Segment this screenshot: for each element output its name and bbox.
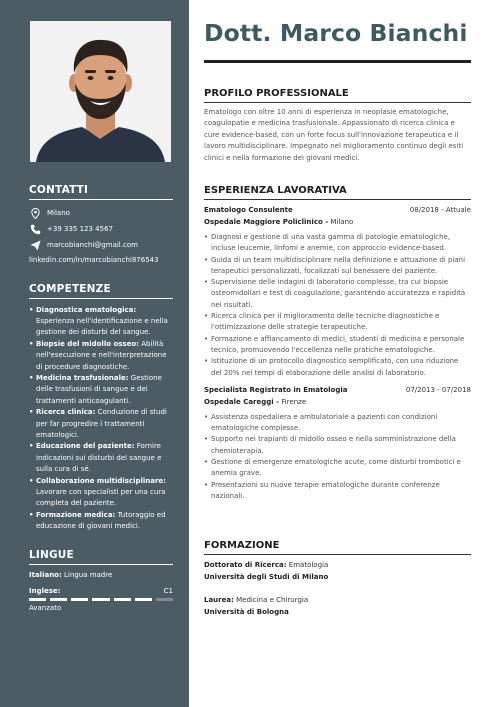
skill-item xyxy=(29,476,173,510)
experience-title: ESPERIENZA LAVORATIVA xyxy=(204,185,471,200)
job-org: Ospedale Careggi - xyxy=(204,397,280,406)
language-other-level: Avanzato xyxy=(29,604,62,612)
contact-city xyxy=(29,205,173,221)
language-level-segment xyxy=(29,598,46,601)
job-bullet: • Assistenza ospedaliera e ambulatoriale a pazienti con condizioni ematologiche complesse. xyxy=(204,412,471,435)
skill-desc: Conduzione di studi per far progredire i trattamenti ematologici. xyxy=(36,408,167,439)
skill-item xyxy=(29,407,173,441)
education-entry xyxy=(204,560,471,583)
language-level-segment xyxy=(71,598,88,601)
job-role: Ematologo Consulente xyxy=(204,206,293,214)
language-level-segment xyxy=(50,598,67,601)
title-divider xyxy=(204,60,471,63)
skill-desc: Lavorare con specialisti per una cura completa del paziente. xyxy=(36,487,166,507)
skill-desc: Esperienza nell'identificazione e nella gestione dei disturbi del sangue. xyxy=(36,317,168,337)
profile-section xyxy=(204,88,471,164)
profile-text: Ematologo con oltre 10 anni di esperienza in neoplasie ematologiche, coagulopatie e medicina trasfusionale. Appassionato di ricerca clinica e cure evidence-based, con un forte focus sull'innovazione terapeutica e il lavoro multidisciplinare. Impegnato nel miglioramento continuo degli esiti clinici e nella formazione dei giovani medici. xyxy=(204,108,464,162)
skills-section xyxy=(29,283,173,533)
skills-title: COMPETENZE xyxy=(29,283,173,299)
profile-title: PROFILO PROFESSIONALE xyxy=(204,88,471,103)
skill-name: Formazione medica: xyxy=(36,510,116,519)
skill-item xyxy=(29,373,173,407)
skills-list xyxy=(29,305,173,532)
job-entry xyxy=(204,206,471,379)
contact-city-text: Milano xyxy=(47,209,70,217)
profile-photo xyxy=(30,21,171,162)
language-level-segment xyxy=(114,598,131,601)
language-level-segment xyxy=(92,598,109,601)
send-icon xyxy=(29,239,41,251)
job-bullet: • Istituzione di un protocollo diagnostico semplificato, con una riduzione del 20% nei tempi di elaborazione delle analisi di laboratorio. xyxy=(204,356,471,379)
edu-field: Ematologia xyxy=(286,561,329,569)
contact-email[interactable] xyxy=(29,237,173,253)
job-bullet: • Formazione e affiancamento di medici, studenti di medicina e personale tecnico, promuovendo l'eccellenza nelle pratiche ematologiche. xyxy=(204,334,471,357)
job-bullet: • Ricerca clinica per il miglioramento delle tecniche diagnostiche e l'ottimizzazione delle strategie terapeutiche. xyxy=(204,311,471,334)
page-title: Dott. Marco Bianchi xyxy=(204,19,468,47)
skill-name: Medicina trasfusionale: xyxy=(36,374,129,383)
contact-phone[interactable] xyxy=(29,221,173,237)
skill-desc: Gestione delle trasfusioni di sangue e dei trattamenti anticoagulanti. xyxy=(36,374,162,405)
education-title: FORMAZIONE xyxy=(204,540,471,555)
job-bullet: • Supporto nei trapianti di midollo osseo e nella somministrazione della chemioterapia. xyxy=(204,434,471,457)
language-other-code: C1 xyxy=(163,587,173,595)
contact-phone-text: +39 335 123 4567 xyxy=(47,225,113,233)
skill-desc: Abilità nell'esecuzione e nell'interpretazione di procedure diagnostiche. xyxy=(36,340,167,371)
job-city: Firenze xyxy=(279,397,307,406)
skill-name: Collaborazione multidisciplinare: xyxy=(36,476,166,485)
language-other xyxy=(29,587,173,595)
job-bullet: • Presentazioni su nuove terapie ematologiche durante conferenze nazionali. xyxy=(204,480,471,503)
job-bullet: • Gestione di emergenze ematologiche acute, come disturbi trombotici e anemia grave. xyxy=(204,457,471,480)
education-section xyxy=(204,540,471,618)
skill-item xyxy=(29,339,173,373)
skill-name: Educazione del paziente: xyxy=(36,442,135,451)
language-level-segment xyxy=(135,598,152,601)
map-pin-icon xyxy=(29,207,41,219)
language-native xyxy=(29,571,173,579)
edu-school: Università di Bologna xyxy=(204,607,289,616)
experience-section xyxy=(204,185,471,502)
skill-desc: Tutoraggio ed educazione di giovani medici. xyxy=(36,510,166,530)
languages-title: LINGUE xyxy=(29,549,173,565)
language-native-name: Italiano: xyxy=(29,571,62,579)
job-role: Specialista Registrato in Ematologia xyxy=(204,385,348,394)
edu-degree: Dottorato di Ricerca: xyxy=(204,561,287,569)
skill-item xyxy=(29,441,173,475)
sidebar xyxy=(0,0,189,707)
phone-icon xyxy=(29,223,41,235)
edu-degree: Laurea: xyxy=(204,596,234,604)
language-other-name: Inglese: xyxy=(29,587,61,595)
language-level-segment xyxy=(156,598,173,601)
job-entry xyxy=(204,386,471,502)
edu-school: Università degli Studi di Milano xyxy=(204,572,329,581)
skill-name: Ricerca clinica: xyxy=(36,408,96,417)
language-native-level: Lingua madre xyxy=(61,571,113,579)
edu-field: Medicina e Chirurgia xyxy=(233,596,309,604)
job-dates: 07/2013 - 07/2018 xyxy=(405,385,471,394)
job-bullet: • Supervisione delle indagini di laboratorio complesse, tra cui biopsie osteomidollari e test di coagulazione, garantendo accuratezza e rapidità nei risultati. xyxy=(204,277,471,311)
skill-name: Biopsie del midollo osseo: xyxy=(36,340,139,349)
contact-linkedin[interactable]: linkedin.com/in/marcobianchi876543 xyxy=(29,256,159,264)
job-bullet: • Diagnosi e gestione di una vasta gamma di patologie ematologiche, incluse leucemie, linfomi e anemie, con approccio evidence-based. xyxy=(204,232,471,255)
contacts-title: CONTATTI xyxy=(29,184,173,200)
job-dates: 08/2018 - Attuale xyxy=(409,206,471,214)
skill-item xyxy=(29,305,173,339)
language-level-bar xyxy=(29,598,173,601)
job-bullet: • Guida di un team multidisciplinare nella definizione e attuazione di piani terapeutici personalizzati, focalizzati sul benessere del paziente. xyxy=(204,255,471,278)
education-entry xyxy=(204,595,471,618)
job-city: Milano xyxy=(328,218,354,226)
contact-email-text: marcobianchi@gmail.com xyxy=(47,241,138,249)
contacts-section xyxy=(29,184,173,264)
job-bullets xyxy=(204,412,471,502)
job-org: Ospedale Maggiore Policlinico - xyxy=(204,218,329,226)
skill-item xyxy=(29,510,173,532)
skill-desc: Fornire indicazioni sui disturbi del sangue e sulla cura di sé. xyxy=(36,442,162,473)
languages-section xyxy=(29,549,173,612)
skill-name: Diagnostica ematologica: xyxy=(36,306,137,314)
job-bullets xyxy=(204,232,471,379)
